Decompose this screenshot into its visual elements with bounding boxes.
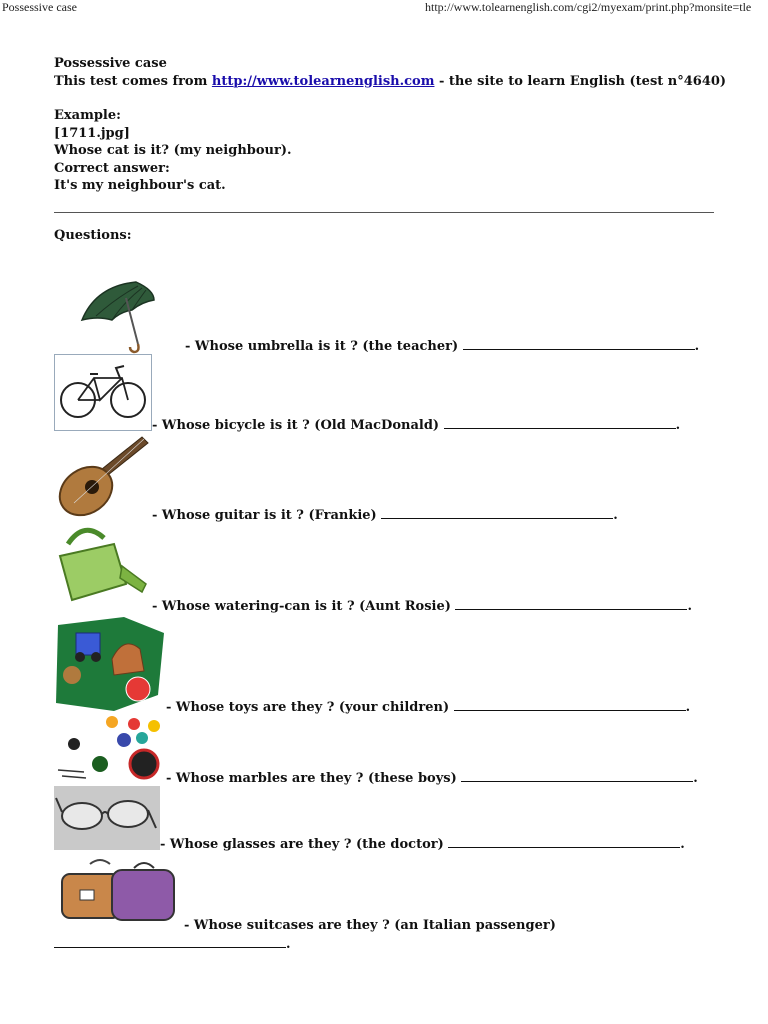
glasses-icon [54, 786, 160, 850]
toys-icon [54, 615, 166, 713]
answer-blank-6[interactable] [461, 770, 693, 782]
example-label: Example: [54, 108, 121, 123]
watering-can-icon [54, 522, 150, 612]
question-7: - Whose glasses are they ? (the doctor) . [160, 837, 685, 852]
answer-blank-2[interactable] [444, 417, 676, 429]
doc-title: Possessive case [54, 56, 167, 71]
question-2: - Whose bicycle is it ? (Old MacDonald) . [152, 418, 681, 433]
question-8-answer-line: . [54, 936, 291, 952]
answer-blank-8[interactable] [54, 936, 286, 948]
separator-line [54, 212, 714, 213]
bicycle-icon [54, 354, 152, 431]
source-line [54, 73, 727, 91]
source-prefix: This test comes from [54, 73, 212, 89]
question-1: - Whose umbrella is it ? (the teacher) . [185, 339, 700, 354]
question-6: - Whose marbles are they ? (these boys) . [166, 771, 698, 786]
example-question: Whose cat is it? (my neighbour). [54, 143, 292, 158]
answer-blank-1[interactable] [463, 338, 695, 350]
guitar-icon [54, 433, 150, 521]
questions-label: Questions: [54, 228, 132, 243]
correct-answer-label: Correct answer: [54, 160, 170, 176]
answer-blank-5[interactable] [454, 699, 686, 711]
umbrella-icon [76, 280, 158, 354]
browser-page-title: Possessive case [2, 0, 77, 14]
answer-blank-3[interactable] [381, 507, 613, 519]
source-suffix: - the site to learn English (test n°4640) [434, 73, 727, 89]
correct-answer: It's my neighbour's cat. [54, 178, 226, 193]
answer-blank-4[interactable] [455, 598, 687, 610]
suitcases-icon [60, 856, 178, 926]
source-link[interactable]: http://www.tolearnenglish.com [211, 73, 435, 89]
question-8: - Whose suitcases are they ? (an Italian passenger) [184, 918, 556, 933]
document-header [54, 55, 727, 195]
answer-blank-7[interactable] [448, 836, 680, 848]
question-5: - Whose toys are they ? (your children) . [166, 700, 691, 715]
marbles-icon [54, 714, 166, 784]
example-image-placeholder: [1711.jpg] [54, 125, 130, 141]
question-4: - Whose watering-can is it ? (Aunt Rosie) . [152, 599, 692, 614]
question-3: - Whose guitar is it ? (Frankie) . [152, 508, 618, 523]
browser-url: http://www.tolearnenglish.com/cgi2/myexam/print.php?monsite=tle [425, 0, 752, 14]
